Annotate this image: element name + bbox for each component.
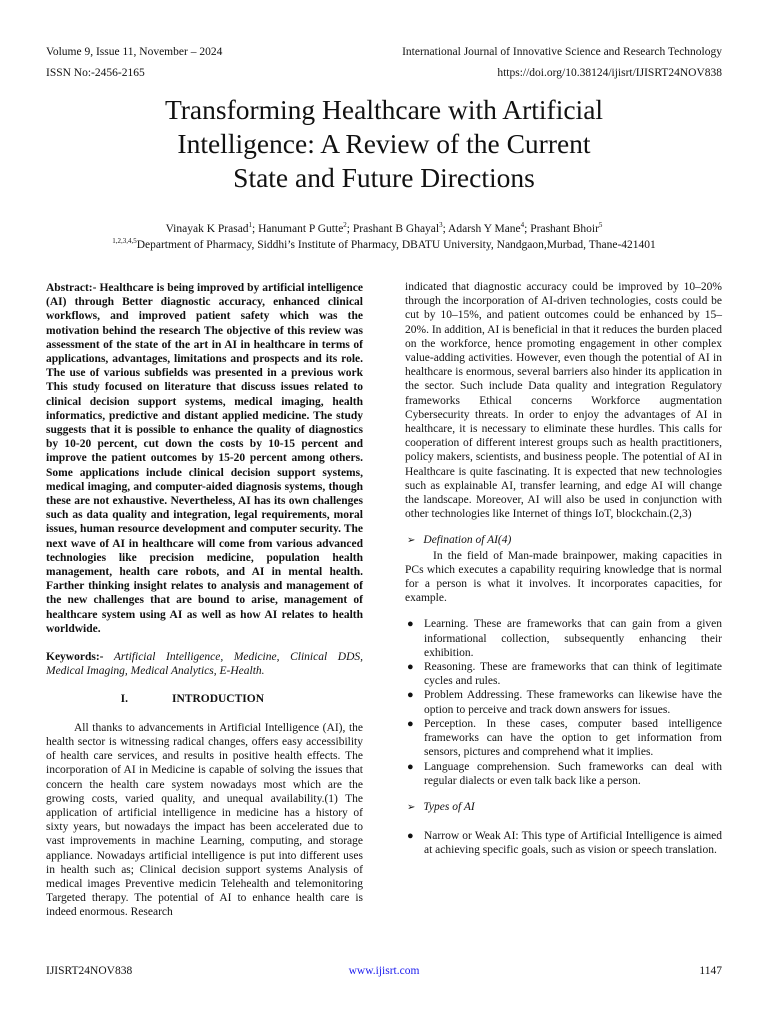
list-item-text: Problem Addressing. These frameworks can likewise have the option to perceive and track down answers for issues. xyxy=(424,689,722,716)
list-item xyxy=(405,688,722,716)
affiliation-sup: 1,2,3,4,5 xyxy=(112,237,137,246)
bullet-icon: ● xyxy=(407,760,414,773)
bullet-icon: ● xyxy=(407,618,414,631)
title-line: State and Future Directions xyxy=(233,162,535,193)
list-item xyxy=(405,660,722,688)
left-column xyxy=(46,281,363,920)
keywords-text: Artificial Intelligence, Medicine, Clinical DDS, Medical Imaging, Medical Analytics, E-Health. xyxy=(46,651,363,678)
arrow-bullet-icon: ➢ xyxy=(407,535,416,547)
issn: ISSN No:-2456-2165 xyxy=(46,67,145,79)
author-sep: ; xyxy=(442,223,449,235)
author-name: Prashant B Ghayal xyxy=(352,223,440,235)
footer-article-id: IJISRT24NOV838 xyxy=(46,965,133,977)
keywords xyxy=(46,650,363,678)
footer-page-number: 1147 xyxy=(699,965,722,977)
author-sep: ; xyxy=(252,223,259,235)
definition-paragraph: In the field of Man-made brainpower, making capacities in PCs which executes a capability requiring knowledge that is normal for a person is what it involves. It incorporates capacities, for example. xyxy=(405,549,722,605)
subheading-text: Types of AI xyxy=(423,800,475,813)
volume-issue: Volume 9, Issue 11, November – 2024 xyxy=(46,46,223,58)
types-bullet-list xyxy=(405,829,722,857)
subheading-text: Defination of AI(4) xyxy=(423,534,512,547)
bullet-icon: ● xyxy=(407,830,414,843)
list-item-text: Learning. These are frameworks that can gain from a given informational collection, subsequently enhancing their exhibition. xyxy=(424,618,722,659)
author-sup: 5 xyxy=(598,221,603,230)
author-sep: ; xyxy=(346,223,353,235)
author-sup: 4 xyxy=(520,221,525,230)
doi-link[interactable]: https://doi.org/10.38124/ijisrt/IJISRT24NOV838 xyxy=(497,67,722,79)
intro-continued-paragraph: indicated that diagnostic accuracy could be improved by 10–20% through the incorporation of AI-driven technologies, costs could be cut by 10–15%, and patient outcomes could be enhanced by 15–20%. In addition, AI is beneficial in that it reduces the burden placed on the workforce, hence promoting engagement in other complex value-adding activities. However, even though the potential of AI in healthcare is enormous, several barriers also hinder its application in the sector. Such include Data quality and integration Regulatory frameworks Ethical concerns Workforce augmentation Cybersecurity threats. In order to enjoy the advantages of AI in healthcare, it is necessary to eliminate these hurdles. This calls for cooperation of different interest groups such as health practitioners, policy makers, scientists, and business people. The potential of AI in Healthcare is quite fascinating. It is expected that new technologies such as explainable AI, transfer learning, and edge AI will change the landscape. Moreover, AI will also be used in conjunction with other technologies like Internet of things IoT, blockchain.(2,3) xyxy=(405,281,722,521)
journal-name: International Journal of Innovative Science and Research Technology xyxy=(402,46,722,58)
list-item xyxy=(405,829,722,857)
intro-paragraph: All thanks to advancements in Artificial Intelligence (AI), the health sector is witnessing radical changes, offers easy accessibility of health care services, and results in positive health effects. The incorporation of AI in Medicine is capable of solving the issues that concern the health care system nowadays most which are the growing costs, varied quality, and unequal availability.(1) The application of artificial intelligence in medicine has a history of sixty years, but nowadays the impact has been accelerated due to vast improvements in machine Learning, computing, and storage appliance. Nowadays artificial intelligence is put into different uses in health such as; Clinical decision support systems Analysis of medical images Preventive medicin Telehealth and telemonitoring Targeted therapy. The potential of AI to enhance health care is indeed enormous. Research xyxy=(46,721,363,919)
list-item-text: Reasoning. These are frameworks that can think of legitimate cycles and rules. xyxy=(424,661,722,688)
list-item xyxy=(405,617,722,660)
list-item-text: Perception. In these cases, computer based intelligence frameworks can have the option to get information from sensors, pictures and comprehend what it implies. xyxy=(424,717,722,759)
list-item xyxy=(405,717,722,760)
list-item xyxy=(405,760,722,788)
list-item-text: Language comprehension. Such frameworks can deal with regular dialects or even talk back like a person. xyxy=(424,760,722,787)
author-sup: 2 xyxy=(343,221,347,230)
arrow-bullet-icon: ➢ xyxy=(407,801,416,813)
abstract: Abstract:- Healthcare is being improved by artificial intelligence (AI) through Better diagnostic accuracy, enhanced clinical workflows, and improved patient safety which was the motivation behind the research The objective of this review was assessment of the state of the art in AI in healthcare in terms of applications, advantages, limitations and prospects and its role. The use of various subfields was presented in a previous work This study focused on literature that discuss issues related to clinical decision support systems, medical imaging, health informatics, predictive and distant applied medicine. The study suggests that it is possible to enhance the quality of diagnostics by 10-20 percent, cut down the costs by 10-15 percent and improve the patient outcomes by 15-20 percent among others. Some applications include clinical decision support systems, medical imaging, and computer-aided diagnosis systems, though these are not exhaustive. Nevertheless, AI has its own challenges such as data quality and integration, legal requirements, moral issues, human resource development and computer security. The next wave of AI in healthcare will come from various advanced technologies like precision medicine, population health management, health care robots, and AI in mental health. Farther thinking insight relates to analysis and management of the new challenges that are bound to arise, management of healthcare system using AI as well as how AI relates to health worldwide. xyxy=(46,282,363,635)
author-name: Hanumant P Gutte xyxy=(258,223,344,235)
author-sup: 3 xyxy=(439,221,443,230)
section-title: INTRODUCTION xyxy=(172,693,265,706)
author-list xyxy=(40,221,728,237)
list-item-text: Narrow or Weak AI: This type of Artificial Intelligence is aimed at achieving specific goals, such as vision or speech translation. xyxy=(424,830,722,857)
bullet-icon: ● xyxy=(407,661,414,674)
right-column xyxy=(405,280,722,858)
bullet-icon: ● xyxy=(407,689,414,702)
definition-bullet-list xyxy=(405,617,722,787)
bullet-icon: ● xyxy=(407,717,414,730)
section-heading-introduction xyxy=(46,692,363,706)
author-sep: ; xyxy=(524,223,531,235)
keywords-label: Keywords:- xyxy=(46,651,104,664)
subheading-types xyxy=(405,800,722,815)
affiliation-text: Department of Pharmacy, Siddhi’s Institute of Pharmacy, DBATU University, Nandgaon,Murbad, Thane-421401 xyxy=(136,239,656,251)
author-block xyxy=(40,221,728,253)
title-line: Transforming Healthcare with Artificial xyxy=(164,94,604,125)
author-name: Prashant Bhoir xyxy=(530,223,599,235)
paper-title xyxy=(60,93,708,195)
author-sup: 1 xyxy=(248,221,253,230)
footer-website-link[interactable]: www.ijisrt.com xyxy=(348,965,420,977)
author-name: Vinayak K Prasad xyxy=(165,223,249,235)
affiliation xyxy=(40,237,728,253)
title-line: Intelligence: A Review of the Current xyxy=(177,128,591,159)
subheading-definition xyxy=(405,533,722,548)
section-number: I. xyxy=(120,693,128,706)
author-name: Adarsh Y Mane xyxy=(448,223,521,235)
